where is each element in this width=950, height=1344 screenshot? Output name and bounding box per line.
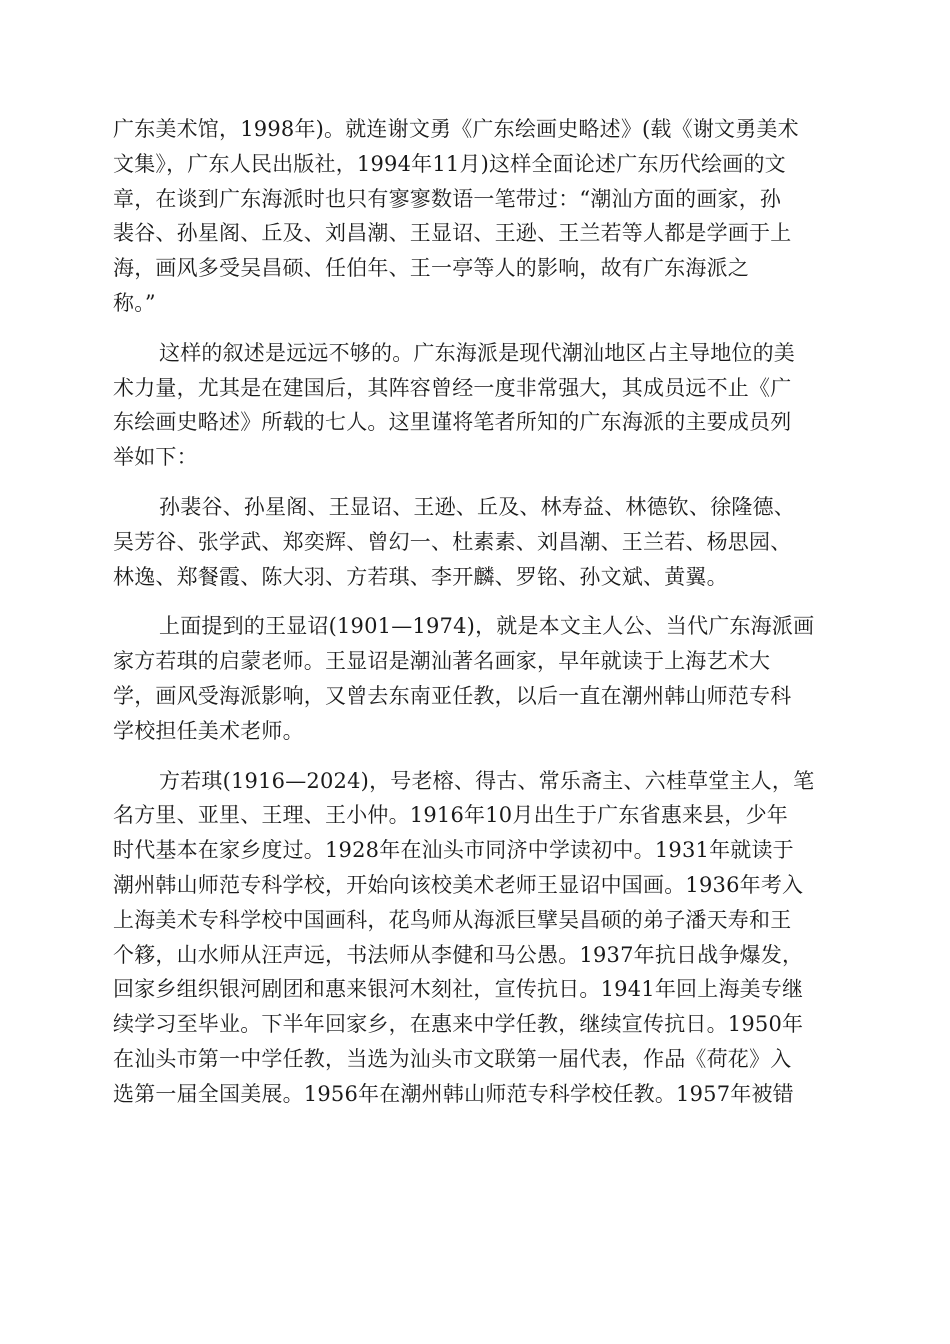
text-line: 林逸、郑餐霞、陈大羽、方若琪、李开麟、罗铭、孙文斌、黄翼。 [113,564,728,589]
text-line: 回家乡组织银河剧团和惠来银河木刻社，宣传抗日。1941年回上海美专继 [113,977,804,1002]
text-line: 章，在谈到广东海派时也只有寥寥数语一笔带过：“潮汕方面的画家，孙 [113,186,782,211]
text-line: 潮州韩山师范专科学校，开始向该校美术老师王显诏中国画。1936年考入 [113,872,804,897]
text-line: 这样的叙述是远远不够的。广东海派是现代潮汕地区占主导地位的美 [159,340,795,365]
text-line: 裴谷、孙星阁、丘及、刘昌潮、王显诏、王逊、王兰若等人都是学画于上 [113,221,792,246]
paragraph-wang-xianzhao [113,609,838,748]
text-line: 术力量，尤其是在建国后，其阵容曾经一度非常强大，其成员远不止《广 [113,375,792,400]
text-line: 东绘画史略述》所载的七人。这里谨将笔者所知的广东海派的主要成员列 [113,410,792,435]
text-line: 时代基本在家乡度过。1928年在汕头市同济中学读初中。1931年就读于 [113,838,794,863]
paragraph-citation-quote [113,112,838,321]
text-line: 在汕头市第一中学任教，当选为汕头市文联第一届代表，作品《荷花》入 [113,1046,792,1071]
paragraph-fang-ruoqi-biography [113,764,838,1112]
text-line: 家方若琪的启蒙老师。王显诏是潮汕著名画家，早年就读于上海艺术大 [113,649,771,674]
paragraph-member-list [113,490,838,594]
text-line: 举如下： [113,445,198,470]
text-line: 广东美术馆，1998年)。就连谢文勇《广东绘画史略述》(载《谢文勇美术 [113,117,799,141]
text-line: 续学习至毕业。下半年回家乡，在惠来中学任教，继续宣传抗日。1950年 [113,1012,804,1037]
text-line: 上面提到的王显诏(1901—1974)，就是本文主人公、当代广东海派画 [159,614,815,639]
text-line: 海，画风多受吴昌硕、任伯年、王一亭等人的影响，故有广东海派之 [113,256,749,281]
text-line: 上海美术专科学校中国画科，花鸟师从海派巨擘吴昌硕的弟子潘天寿和王 [113,907,792,932]
text-line: 选第一届全国美展。1956年在潮州韩山师范专科学校任教。1957年被错 [113,1081,794,1106]
text-line: 吴芳谷、张学武、郑奕辉、曾幻一、杜素素、刘昌潮、王兰若、杨思园、 [113,529,792,554]
text-line: 称。” [113,290,156,315]
text-line: 孙裴谷、孙星阁、王显诏、王逊、丘及、林寿益、林德钦、徐隆德、 [159,494,795,519]
text-line: 文集》，广东人民出版社，1994年11月)这样全面论述广东历代绘画的文 [113,151,786,176]
text-line: 学校担任美术老师。 [113,718,304,743]
text-line: 名方里、亚里、王理、王小仲。1916年10月出生于广东省惠来县，少年 [113,803,788,828]
text-line: 方若琪(1916—2024)，号老榕、得古、常乐斋主、六桂草堂主人，笔 [159,768,815,793]
text-line: 学，画风受海派影响，又曾去东南亚任教，以后一直在潮州韩山师范专科 [113,683,792,708]
paragraph-insufficient-account [113,336,838,475]
document-page [113,112,838,1112]
text-line: 个簃，山水师从汪声远，书法师从李健和马公愚。1937年抗日战争爆发， [113,942,804,967]
